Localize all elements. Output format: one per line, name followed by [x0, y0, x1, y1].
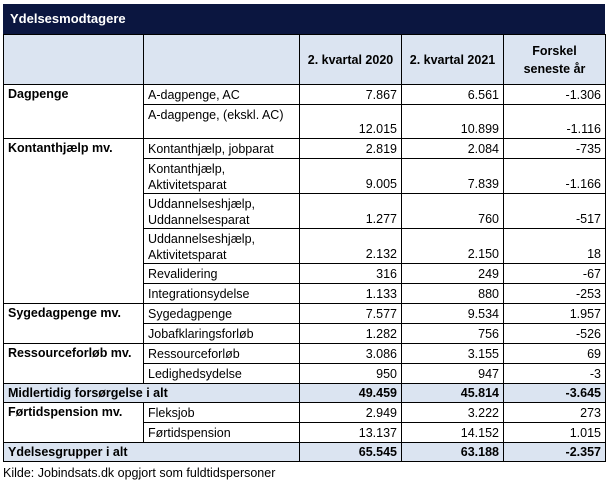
cell-2020: 316: [300, 264, 402, 284]
cell-2021: 3.155: [402, 344, 504, 364]
header-diff: Forskel seneste år: [504, 35, 606, 85]
cell-diff: -1.166: [504, 159, 606, 194]
total-2021: 63.188: [402, 443, 504, 462]
cell-2020: 3.086: [300, 344, 402, 364]
table-row: [4, 403, 606, 423]
group-label: Kontanthjælp mv.: [4, 139, 144, 304]
cell-diff: 18: [504, 229, 606, 264]
total-label: Midlertidig forsørgelse i alt: [4, 384, 300, 403]
row-label: Ressourceforløb: [144, 344, 300, 364]
cell-2021: 2.084: [402, 139, 504, 159]
total-row: [4, 384, 606, 403]
group-label: Ressourceforløb mv.: [4, 344, 144, 384]
cell-diff: -253: [504, 284, 606, 304]
cell-2020: 13.137: [300, 423, 402, 443]
cell-2020: 7.867: [300, 85, 402, 105]
table-row: [4, 344, 606, 364]
cell-2020: 1.282: [300, 324, 402, 344]
cell-2021: 947: [402, 364, 504, 384]
row-label: Kontanthjælp, jobparat: [144, 139, 300, 159]
total-2020: 49.459: [300, 384, 402, 403]
row-label: A-dagpenge, (ekskl. AC): [144, 105, 300, 139]
group-label: Førtidspension mv.: [4, 403, 144, 443]
cell-2021: 10.899: [402, 105, 504, 139]
header-2021: 2. kvartal 2021: [402, 35, 504, 85]
cell-diff: -3: [504, 364, 606, 384]
cell-2020: 9.005: [300, 159, 402, 194]
cell-diff: -517: [504, 194, 606, 229]
cell-diff: -1.116: [504, 105, 606, 139]
cell-2021: 756: [402, 324, 504, 344]
cell-2021: 880: [402, 284, 504, 304]
cell-diff: -735: [504, 139, 606, 159]
cell-2021: 6.561: [402, 85, 504, 105]
row-label: A-dagpenge, AC: [144, 85, 300, 105]
cell-2021: 2.150: [402, 229, 504, 264]
cell-2020: 1.133: [300, 284, 402, 304]
cell-2021: 14.152: [402, 423, 504, 443]
header-blank-group: [4, 35, 144, 85]
cell-2020: 7.577: [300, 304, 402, 324]
table-title: Ydelsesmodtagere: [3, 4, 605, 34]
group-label: Sygedagpenge mv.: [4, 304, 144, 344]
cell-2021: 9.534: [402, 304, 504, 324]
cell-diff: 69: [504, 344, 606, 364]
header-blank-sub: [144, 35, 300, 85]
row-label: Integrationsydelse: [144, 284, 300, 304]
row-label: Uddannelseshjælp, Aktivitetsparat: [144, 229, 300, 264]
total-2021: 45.814: [402, 384, 504, 403]
cell-2021: 3.222: [402, 403, 504, 423]
cell-diff: 1.015: [504, 423, 606, 443]
total-row: [4, 443, 606, 462]
row-label: Fleksjob: [144, 403, 300, 423]
table-row: [4, 304, 606, 324]
row-label: Jobafklaringsforløb: [144, 324, 300, 344]
row-label: Kontanthjælp, Aktivitetsparat: [144, 159, 300, 194]
cell-2020: 2.949: [300, 403, 402, 423]
group-label: Dagpenge: [4, 85, 144, 139]
cell-diff: -67: [504, 264, 606, 284]
total-label: Ydelsesgrupper i alt: [4, 443, 300, 462]
cell-2021: 7.839: [402, 159, 504, 194]
header-row: [4, 35, 606, 85]
row-label: Uddannelseshjælp, Uddannelsesparat: [144, 194, 300, 229]
cell-diff: -1.306: [504, 85, 606, 105]
cell-2020: 2.819: [300, 139, 402, 159]
table-row: [4, 85, 606, 105]
total-diff: -3.645: [504, 384, 606, 403]
row-label: Førtidspension: [144, 423, 300, 443]
row-label: Revalidering: [144, 264, 300, 284]
table-container: [3, 4, 605, 462]
cell-diff: -526: [504, 324, 606, 344]
cell-diff: 1.957: [504, 304, 606, 324]
cell-2020: 950: [300, 364, 402, 384]
data-table: [3, 34, 606, 462]
total-2020: 65.545: [300, 443, 402, 462]
row-label: Sygedagpenge: [144, 304, 300, 324]
row-label: Ledighedsydelse: [144, 364, 300, 384]
source-note: Kilde: Jobindsats.dk opgjort som fuldtidspersoner: [3, 466, 276, 480]
cell-2020: 12.015: [300, 105, 402, 139]
cell-2020: 1.277: [300, 194, 402, 229]
cell-2020: 2.132: [300, 229, 402, 264]
header-2020: 2. kvartal 2020: [300, 35, 402, 85]
cell-diff: 273: [504, 403, 606, 423]
cell-2021: 249: [402, 264, 504, 284]
total-diff: -2.357: [504, 443, 606, 462]
table-row: [4, 139, 606, 159]
cell-2021: 760: [402, 194, 504, 229]
